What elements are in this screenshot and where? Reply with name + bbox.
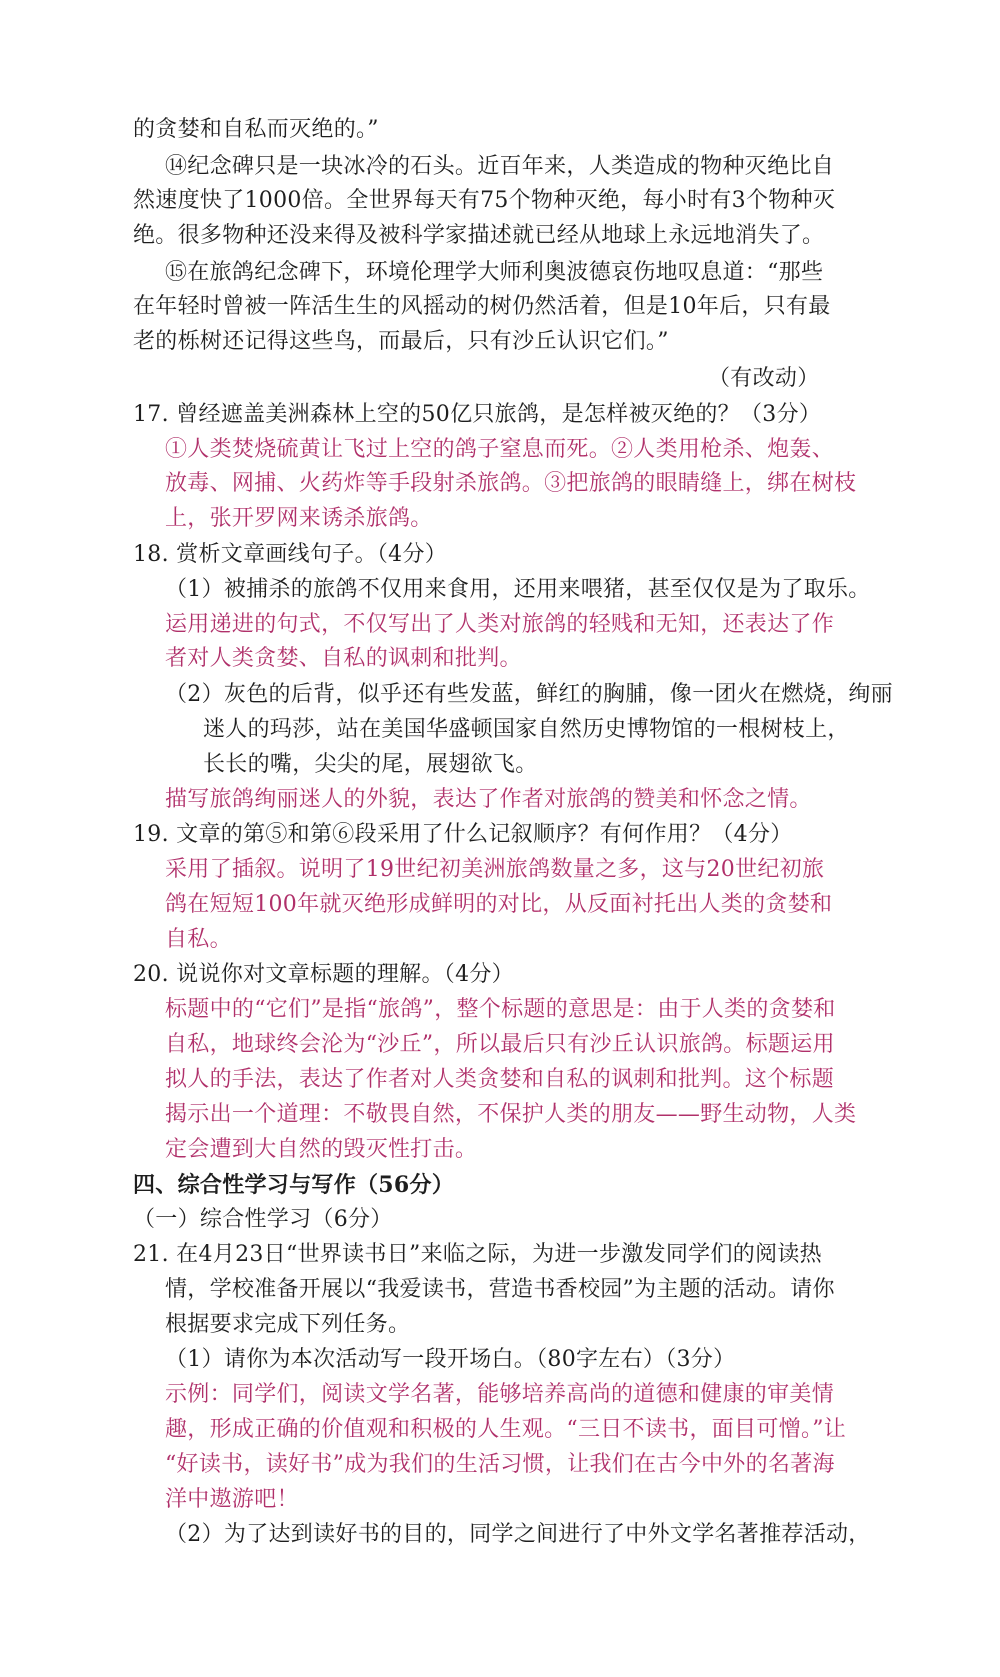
answer-line: 运用递进的句式，不仅写出了人类对旅鸽的轻贱和无知，还表达了作 [165, 612, 835, 637]
answer-line: 趣，形成正确的价值观和积极的人生观。“三日不读书，面目可憎。”让 [165, 1417, 847, 1442]
question-21: 21. 在4月23日“世界读书日”来临之际，为进一步激发同学们的阅读热 [133, 1242, 822, 1267]
answer-line: 拟人的手法，表达了作者对人类贪婪和自私的讽刺和批判。这个标题 [165, 1067, 835, 1092]
question-19: 19. 文章的第⑤和第⑥段采用了什么记叙顺序？有何作用？（4分） [133, 822, 793, 847]
question-17: 17. 曾经遮盖美洲森林上空的50亿只旅鸽，是怎样被灭绝的？（3分） [133, 402, 822, 427]
answer-line: 采用了插叙。说明了19世纪初美洲旅鸽数量之多，这与20世纪初旅 [165, 857, 825, 882]
sub-question: （1）请你为本次活动写一段开场白。（80字左右）（3分） [165, 1347, 736, 1372]
sub-question: （1）被捕杀的旅鸽不仅用来食用，还用来喂猪，甚至仅仅是为了取乐。 [165, 577, 871, 602]
answer-line: ①人类焚烧硫黄让飞过上空的鸽子窒息而死。②人类用枪杀、炮轰、 [165, 437, 835, 462]
answer-line: 自私，地球终会沦为“沙丘”，所以最后只有沙丘认识旅鸽。标题运用 [165, 1032, 835, 1057]
answer-line: 者对人类贪婪、自私的讽刺和批判。 [165, 646, 522, 671]
question-18: 18. 赏析文章画线句子。（4分） [133, 542, 448, 567]
answer-line: 示例：同学们，阅读文学名著，能够培养高尚的道德和健康的审美情 [165, 1382, 835, 1407]
answer-line: 上，张开罗网来诱杀旅鸽。 [165, 506, 433, 531]
sub-question: （2）灰色的后背，似乎还有些发蓝，鲜红的胸脯，像一团火在燃烧，绚丽 [165, 682, 893, 707]
sub-question-line: 长长的嘴，尖尖的尾，展翅欲飞。 [203, 752, 538, 777]
answer-line: 揭示出一个道理：不敬畏自然，不保护人类的朋友——野生动物，人类 [165, 1102, 857, 1127]
question-line: 根据要求完成下列任务。 [165, 1312, 411, 1337]
passage-line: 在年轻时曾被一阵活生生的风摇动的树仍然活着，但是10年后，只有最 [133, 294, 831, 319]
answer-line: “好读书，读好书”成为我们的生活习惯，让我们在古今中外的名著海 [165, 1452, 835, 1477]
passage-line: 然速度快了1000倍。全世界每天有75个物种灭绝，每小时有3个物种灭 [133, 188, 836, 213]
sub-question-line: 迷人的玛莎，站在美国华盛顿国家自然历史博物馆的一根树枝上， [203, 717, 850, 742]
passage-line: 绝。很多物种还没来得及被科学家描述就已经从地球上永远地消失了。 [133, 223, 825, 248]
answer-line: 描写旅鸽绚丽迷人的外貌，表达了作者对旅鸽的赞美和怀念之情。 [165, 787, 812, 812]
section-heading: 四、综合性学习与写作（56分） [133, 1172, 455, 1198]
sub-question: （2）为了达到读好书的目的，同学之间进行了中外文学名著推荐活动， [165, 1522, 871, 1547]
answer-line: 标题中的“它们”是指“旅鸽”，整个标题的意思是：由于人类的贪婪和 [165, 997, 836, 1022]
passage-line: ⑮在旅鸽纪念碑下，环境伦理学大师利奥波德哀伤地叹息道：“那些 [165, 260, 824, 285]
subsection-heading: （一）综合性学习（6分） [133, 1207, 393, 1232]
answer-line: 鸽在短短100年就灭绝形成鲜明的对比，从反面衬托出人类的贪婪和 [165, 892, 833, 917]
passage-line: 老的栎树还记得这些鸟，而最后，只有沙丘认识它们。” [133, 329, 669, 354]
question-line: 情，学校准备开展以“我爱读书，营造书香校园”为主题的活动。请你 [165, 1277, 835, 1302]
answer-line: 放毒、网捕、火药炸等手段射杀旅鸽。③把旅鸽的眼睛缝上，绑在树枝 [165, 471, 857, 496]
source-note: （有改动） [708, 366, 820, 391]
answer-line: 定会遭到大自然的毁灭性打击。 [165, 1137, 478, 1162]
answer-line: 自私。 [165, 927, 232, 952]
passage-line: 的贪婪和自私而灭绝的。” [133, 117, 379, 142]
answer-line: 洋中遨游吧！ [165, 1487, 299, 1512]
passage-line: ⑭纪念碑只是一块冰冷的石头。近百年来，人类造成的物种灭绝比自 [165, 154, 835, 179]
question-20: 20. 说说你对文章标题的理解。（4分） [133, 962, 514, 987]
